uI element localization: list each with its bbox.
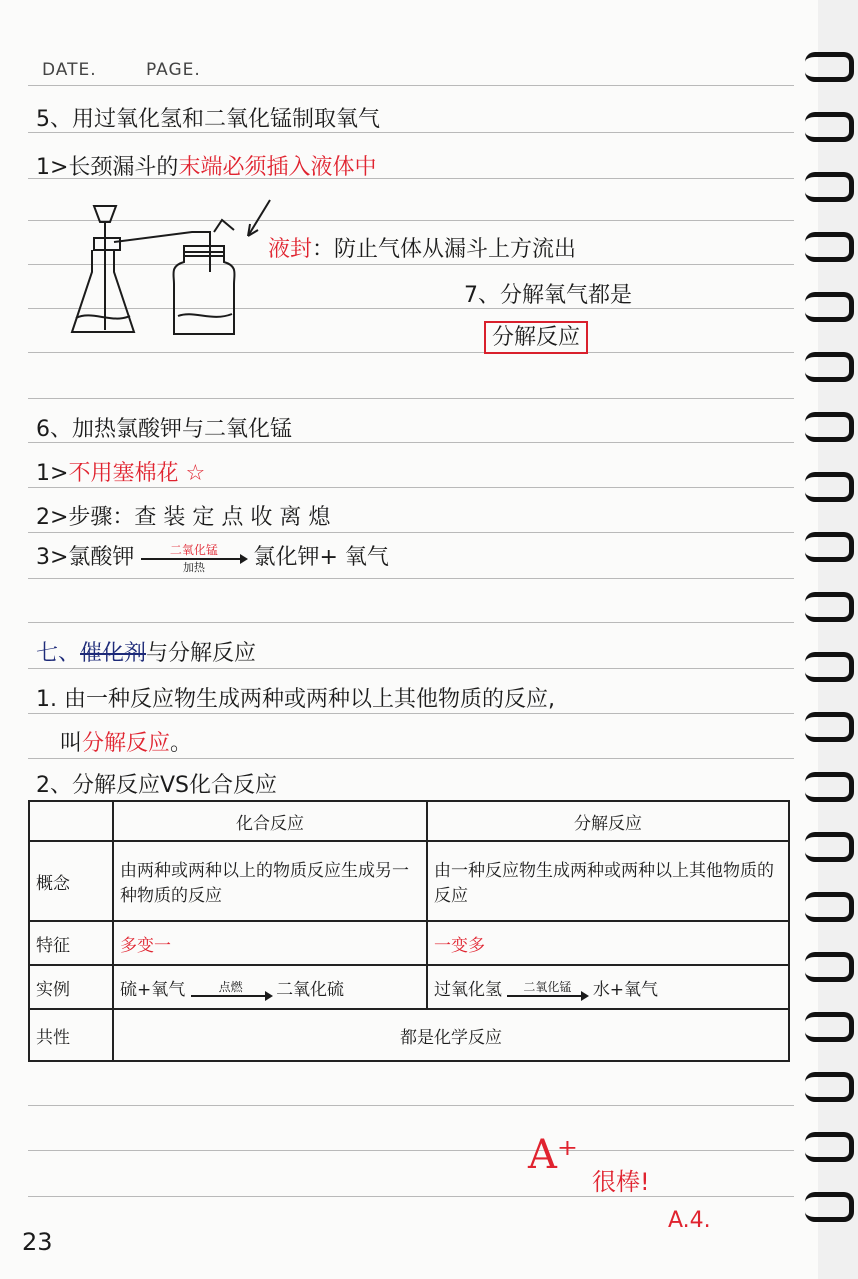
example-decompose-products: 水+氧气 (592, 979, 659, 1000)
table-row (29, 1009, 789, 1061)
section6-item2: 2>步骤：查 装 定 点 收 离 熄 (36, 505, 331, 530)
decomposition-reaction-box: 分解反应 (484, 321, 588, 354)
funnel-icon (94, 206, 116, 222)
table-header-decompose: 分解反应 (427, 801, 789, 841)
comparison-table (28, 800, 790, 1062)
table-header-row (29, 801, 789, 841)
section6-title: 6、加热氯酸钾与二氧化锰 (36, 417, 292, 442)
binder-ring (805, 1132, 854, 1162)
binder-ring (805, 532, 854, 562)
row-label: 共性 (29, 1009, 113, 1061)
binder-ring (805, 1192, 854, 1222)
binder-ring (805, 292, 854, 322)
arrow-right-icon (141, 558, 246, 560)
arrow-right-icon (507, 995, 587, 997)
section7-def2-suffix: 。 (170, 731, 193, 756)
binder-ring (805, 172, 854, 202)
star-icon: ☆ (185, 461, 206, 486)
row-label: 特征 (29, 921, 113, 965)
section7-struck-word: 催化剂 (80, 641, 147, 666)
ruled-line (28, 668, 794, 669)
binder-ring (805, 352, 854, 382)
table-corner-cell (29, 801, 113, 841)
section5-item1-highlight: 末端必须插入液体中 (178, 155, 377, 180)
section7-def2 (60, 726, 192, 757)
section7-def2-highlight: 分解反应 (82, 731, 171, 756)
ruled-line (28, 532, 794, 533)
ruled-line (28, 578, 794, 579)
example-decompose-reactant: 过氧化氢 (434, 979, 502, 1000)
section5-item1-prefix: 1>长颈漏斗的 (36, 155, 179, 180)
binder-ring (805, 232, 854, 262)
date-label: DATE. (42, 60, 97, 80)
table-row (29, 841, 789, 921)
cell-combine: 多变一 (113, 921, 427, 965)
binder-ring (805, 472, 854, 502)
ruled-line (28, 1150, 794, 1151)
liquid-seal-note (268, 232, 576, 263)
ruled-line (28, 758, 794, 759)
reaction-arrow-catalyst: 二氧化锰 (169, 542, 218, 557)
reaction-arrow-catalyst: 二氧化锰 (523, 979, 572, 994)
binder-ring (805, 652, 854, 682)
ruled-line (28, 352, 794, 353)
spiral-binding (818, 0, 858, 1279)
grade-mark: A⁺ (528, 1132, 578, 1178)
binder-ring (805, 952, 854, 982)
page-number: 23 (22, 1228, 53, 1256)
ruled-line (28, 1105, 794, 1106)
ruled-line (28, 398, 794, 399)
ruled-line (28, 487, 794, 488)
binder-ring (805, 592, 854, 622)
table-row (29, 921, 789, 965)
reaction-arrow (507, 981, 587, 999)
section7-title-rest: 与分解反应 (146, 641, 257, 666)
section5-item7: 7、分解氧气都是 (464, 283, 632, 308)
binder-ring (805, 112, 854, 142)
reaction-arrow-condition: 加热 (182, 560, 205, 574)
reaction-arrow (191, 981, 271, 999)
section6-item1 (36, 456, 205, 487)
section6-item1-prefix: 1> (36, 461, 69, 486)
teacher-initials: A.4. (668, 1208, 711, 1233)
cell-decompose (427, 965, 789, 1009)
table-header-combine: 化合反应 (113, 801, 427, 841)
section7-number: 七、 (36, 641, 81, 666)
binder-ring (805, 772, 854, 802)
table-row (29, 965, 789, 1009)
teacher-comment: 很棒! (592, 1168, 650, 1196)
reaction-arrow (141, 544, 246, 573)
liquid-seal-label: 液封 (268, 237, 313, 262)
binder-ring (805, 892, 854, 922)
section7-title (36, 636, 256, 667)
section5-title: 5、用过氧化氢和二氧化锰制取氧气 (36, 107, 380, 132)
section7-def2-prefix: 叫 (60, 731, 83, 756)
section6-item3-suffix: 氯化钾+ 氧气 (253, 545, 389, 570)
section7-def1: 1. 由一种反应物生成两种或两种以上其他物质的反应, (36, 687, 555, 712)
example-combine-product: 二氧化硫 (276, 979, 345, 1000)
ruled-line (28, 713, 794, 714)
binder-ring (805, 712, 854, 742)
section6-item1-highlight: 不用塞棉花 (68, 461, 179, 486)
binder-ring (805, 1012, 854, 1042)
binder-ring (805, 832, 854, 862)
boxed-note (484, 320, 588, 351)
binder-ring (805, 1072, 854, 1102)
reaction-arrow-condition: 点燃 (218, 979, 243, 994)
cell-decompose: 一变多 (427, 921, 789, 965)
binder-ring (805, 412, 854, 442)
cell-combine: 由两种或两种以上的物质反应生成另一种物质的反应 (113, 841, 427, 921)
ruled-line (28, 622, 794, 623)
ruled-line (28, 85, 794, 86)
section6-item3-prefix: 3>氯酸钾 (36, 545, 135, 570)
liquid-seal-text: ：防止气体从漏斗上方流出 (312, 237, 577, 262)
row-label: 实例 (29, 965, 113, 1009)
section7-compare: 2、分解反应VS化合反应 (36, 773, 278, 798)
section5-item1 (36, 150, 376, 181)
binder-ring (805, 52, 854, 82)
cell-combine (113, 965, 427, 1009)
page-label: PAGE. (146, 60, 201, 80)
row-label: 概念 (29, 841, 113, 921)
arrow-right-icon (191, 995, 271, 997)
cell-common: 都是化学反应 (113, 1009, 789, 1061)
section6-item3 (36, 540, 389, 573)
ruled-line (28, 1196, 794, 1197)
apparatus-sketch (62, 192, 282, 352)
example-combine-reactants: 硫+氧气 (120, 979, 186, 1000)
cell-decompose: 由一种反应物生成两种或两种以上其他物质的反应 (427, 841, 789, 921)
